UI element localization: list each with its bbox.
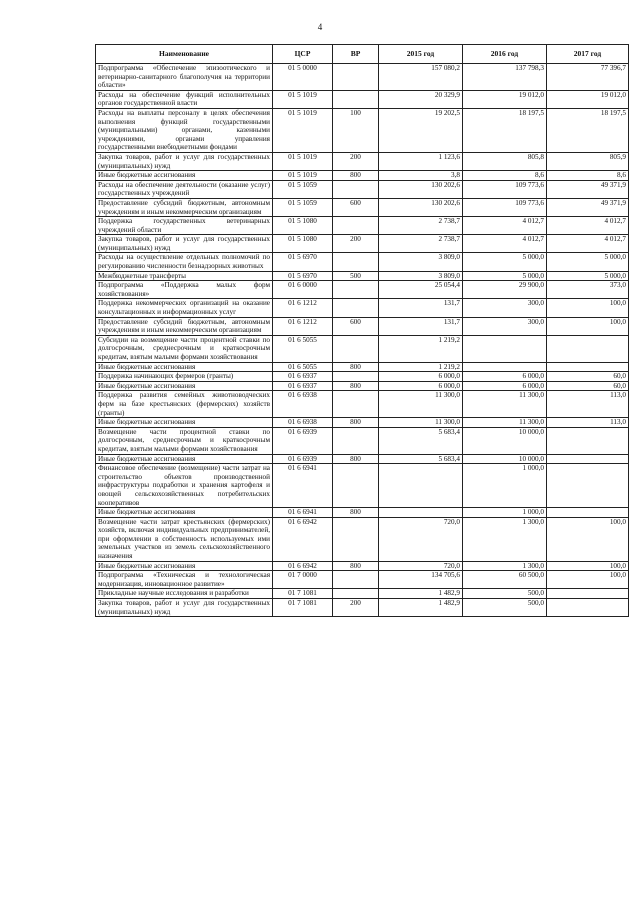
table-row <box>96 299 629 317</box>
row-2015-cell: 131,7 <box>379 317 463 335</box>
row-2016-cell: 137 798,3 <box>463 64 547 91</box>
row-2016-cell <box>463 335 547 362</box>
row-2017-cell: 60,0 <box>547 372 629 382</box>
row-2016-cell: 10 000,0 <box>463 454 547 464</box>
row-2016-cell: 109 773,6 <box>463 180 547 198</box>
row-csr-cell: 01 6 5055 <box>273 335 333 362</box>
row-vr-cell: 200 <box>333 599 379 617</box>
row-2015-cell: 20 329,9 <box>379 90 463 108</box>
row-2017-cell: 805,9 <box>547 152 629 170</box>
table-row <box>96 418 629 428</box>
table-row <box>96 454 629 464</box>
row-name-cell: Расходы на обеспечение функций исполнительных органов государственной власти <box>96 90 273 108</box>
row-2015-cell: 1 219,2 <box>379 362 463 372</box>
row-vr-cell: 800 <box>333 418 379 428</box>
row-2015-cell: 11 300,0 <box>379 418 463 428</box>
row-2016-cell: 805,8 <box>463 152 547 170</box>
row-vr-cell <box>333 281 379 299</box>
row-name-cell: Иные бюджетные ассигнования <box>96 508 273 518</box>
row-vr-cell: 600 <box>333 317 379 335</box>
row-vr-cell: 500 <box>333 271 379 281</box>
row-2015-cell <box>379 508 463 518</box>
row-2015-cell: 1 219,2 <box>379 335 463 362</box>
row-2017-cell: 8,6 <box>547 171 629 181</box>
row-vr-cell <box>333 253 379 271</box>
row-csr-cell: 01 5 1059 <box>273 198 333 216</box>
row-2017-cell: 100,0 <box>547 561 629 571</box>
row-2015-cell: 5 683,4 <box>379 454 463 464</box>
row-2017-cell: 100,0 <box>547 299 629 317</box>
row-name-cell: Возмещение части затрат крестьянских (фермерских) хозяйств, включая индивидуальных предпринимателей, при оформлении в собственность используемых ими земельных участков из земель сельскохозяйственного назначения <box>96 517 273 561</box>
row-csr-cell: 01 6 6942 <box>273 517 333 561</box>
row-name-cell: Подпрограмма «Техническая и технологическая модернизация, инновационное развитие» <box>96 571 273 589</box>
row-vr-cell <box>333 464 379 508</box>
table-row <box>96 317 629 335</box>
table-row <box>96 464 629 508</box>
row-csr-cell: 01 6 5055 <box>273 362 333 372</box>
row-2016-cell: 19 012,0 <box>463 90 547 108</box>
row-csr-cell: 01 6 6938 <box>273 418 333 428</box>
row-2016-cell <box>463 362 547 372</box>
table-row <box>96 427 629 454</box>
row-2016-cell: 6 000,0 <box>463 381 547 391</box>
row-vr-cell: 200 <box>333 152 379 170</box>
row-csr-cell: 01 6 1212 <box>273 317 333 335</box>
row-name-cell: Расходы на выплаты персоналу в целях обеспечения выполнения функций государственными (муниципальными) органами, казенными учреждениями, органами управления государственными внебюджетными фондами <box>96 108 273 152</box>
row-vr-cell <box>333 391 379 418</box>
row-2015-cell: 6 000,0 <box>379 381 463 391</box>
row-vr-cell: 600 <box>333 198 379 216</box>
row-vr-cell: 200 <box>333 235 379 253</box>
row-name-cell: Иные бюджетные ассигнования <box>96 418 273 428</box>
table-row <box>96 517 629 561</box>
row-2016-cell: 300,0 <box>463 317 547 335</box>
table-row <box>96 253 629 271</box>
table-row <box>96 508 629 518</box>
column-header-2017: 2017 год <box>547 45 629 64</box>
row-vr-cell <box>333 64 379 91</box>
row-name-cell: Подпрограмма «Поддержка малых форм хозяйствования» <box>96 281 273 299</box>
row-csr-cell: 01 6 6941 <box>273 508 333 518</box>
row-vr-cell: 800 <box>333 362 379 372</box>
row-name-cell: Поддержка начинающих фермеров (гранты) <box>96 372 273 382</box>
row-name-cell: Предоставление субсидий бюджетным, автономным учреждениям и иным некоммерческим организациям <box>96 198 273 216</box>
row-csr-cell: 01 6 1212 <box>273 299 333 317</box>
row-vr-cell: 100 <box>333 108 379 152</box>
row-2017-cell: 49 371,9 <box>547 198 629 216</box>
table-row <box>96 180 629 198</box>
row-2017-cell <box>547 508 629 518</box>
row-2015-cell: 2 738,7 <box>379 235 463 253</box>
row-2016-cell: 18 197,5 <box>463 108 547 152</box>
row-name-cell: Расходы на осуществление отдельных полномочий по регулированию численности безнадзорных животных <box>96 253 273 271</box>
row-2017-cell <box>547 427 629 454</box>
row-csr-cell: 01 5 0000 <box>273 64 333 91</box>
row-2016-cell: 1 000,0 <box>463 508 547 518</box>
row-name-cell: Подпрограмма «Обеспечение эпизоотического и ветеринарно-санитарного благополучия на территории области» <box>96 64 273 91</box>
row-name-cell: Закупка товаров, работ и услуг для государственных (муниципальных) нужд <box>96 599 273 617</box>
row-2015-cell: 720,0 <box>379 561 463 571</box>
row-csr-cell: 01 7 0000 <box>273 571 333 589</box>
row-csr-cell: 01 5 1080 <box>273 217 333 235</box>
row-2017-cell: 373,0 <box>547 281 629 299</box>
row-2017-cell: 100,0 <box>547 517 629 561</box>
row-2015-cell: 3 809,0 <box>379 253 463 271</box>
row-vr-cell: 800 <box>333 454 379 464</box>
row-name-cell: Прикладные научные исследования и разработки <box>96 589 273 599</box>
row-2017-cell <box>547 599 629 617</box>
table-row <box>96 589 629 599</box>
table-row <box>96 391 629 418</box>
table-row <box>96 64 629 91</box>
row-csr-cell: 01 5 1059 <box>273 180 333 198</box>
row-2015-cell: 157 080,2 <box>379 64 463 91</box>
row-name-cell: Межбюджетные трансферты <box>96 271 273 281</box>
row-vr-cell <box>333 372 379 382</box>
row-2015-cell: 25 054,4 <box>379 281 463 299</box>
row-vr-cell <box>333 571 379 589</box>
row-2017-cell: 100,0 <box>547 571 629 589</box>
row-2017-cell: 77 396,7 <box>547 64 629 91</box>
row-2017-cell: 60,0 <box>547 381 629 391</box>
row-name-cell: Закупка товаров, работ и услуг для государственных (муниципальных) нужд <box>96 235 273 253</box>
row-csr-cell: 01 6 6937 <box>273 372 333 382</box>
table-row <box>96 281 629 299</box>
table-row <box>96 171 629 181</box>
row-2016-cell: 1 300,0 <box>463 561 547 571</box>
row-csr-cell: 01 6 6942 <box>273 561 333 571</box>
row-csr-cell: 01 6 6939 <box>273 427 333 454</box>
table-body <box>96 64 629 617</box>
row-2016-cell: 5 000,0 <box>463 271 547 281</box>
row-2017-cell: 4 012,7 <box>547 217 629 235</box>
row-2016-cell: 109 773,6 <box>463 198 547 216</box>
row-2015-cell: 1 482,9 <box>379 589 463 599</box>
row-2017-cell: 5 000,0 <box>547 271 629 281</box>
row-vr-cell <box>333 90 379 108</box>
row-2016-cell: 500,0 <box>463 599 547 617</box>
row-vr-cell: 800 <box>333 171 379 181</box>
column-header-vr: ВР <box>333 45 379 64</box>
table-row <box>96 217 629 235</box>
row-csr-cell: 01 5 1019 <box>273 90 333 108</box>
row-2015-cell: 2 738,7 <box>379 217 463 235</box>
table-row <box>96 152 629 170</box>
row-2017-cell: 19 012,0 <box>547 90 629 108</box>
row-2016-cell: 11 300,0 <box>463 418 547 428</box>
row-2016-cell: 8,6 <box>463 171 547 181</box>
row-name-cell: Поддержка некоммерческих организаций на оказание консультационных и информационных услуг <box>96 299 273 317</box>
row-2015-cell: 720,0 <box>379 517 463 561</box>
column-header-csr: ЦСР <box>273 45 333 64</box>
row-name-cell: Иные бюджетные ассигнования <box>96 362 273 372</box>
row-2016-cell: 60 500,0 <box>463 571 547 589</box>
row-2017-cell: 49 371,9 <box>547 180 629 198</box>
row-name-cell: Возмещение части процентной ставки по долгосрочным, среднесрочным и краткосрочным кредитам, взятым малыми формами хозяйствования <box>96 427 273 454</box>
row-2016-cell: 4 012,7 <box>463 235 547 253</box>
row-2015-cell: 130 202,6 <box>379 180 463 198</box>
row-csr-cell: 01 5 1080 <box>273 235 333 253</box>
row-2015-cell: 6 000,0 <box>379 372 463 382</box>
row-2016-cell: 6 000,0 <box>463 372 547 382</box>
row-2017-cell: 113,0 <box>547 418 629 428</box>
row-name-cell: Поддержка государственных ветеринарных учреждений области <box>96 217 273 235</box>
row-name-cell: Иные бюджетные ассигнования <box>96 561 273 571</box>
row-2016-cell: 1 300,0 <box>463 517 547 561</box>
table-row <box>96 108 629 152</box>
row-csr-cell: 01 5 6970 <box>273 271 333 281</box>
row-name-cell: Иные бюджетные ассигнования <box>96 454 273 464</box>
row-vr-cell <box>333 517 379 561</box>
column-header-2015: 2015 год <box>379 45 463 64</box>
budget-table <box>95 44 629 617</box>
row-csr-cell: 01 5 1019 <box>273 152 333 170</box>
row-vr-cell <box>333 217 379 235</box>
row-vr-cell <box>333 180 379 198</box>
table-row <box>96 198 629 216</box>
row-2017-cell <box>547 464 629 508</box>
row-name-cell: Предоставление субсидий бюджетным, автономным учреждениям и иным некоммерческим организациям <box>96 317 273 335</box>
row-name-cell: Иные бюджетные ассигнования <box>96 381 273 391</box>
row-2017-cell: 4 012,7 <box>547 235 629 253</box>
row-2015-cell: 131,7 <box>379 299 463 317</box>
row-name-cell: Финансовое обеспечение (возмещение) части затрат на строительство объектов производственной инфраструктуры подработки и хранения картофеля и овощей сельскохозяйственных потребительских кооперативов <box>96 464 273 508</box>
row-2016-cell: 11 300,0 <box>463 391 547 418</box>
row-2017-cell <box>547 335 629 362</box>
row-name-cell: Поддержка развития семейных животноводческих ферм на базе крестьянских (фермерских) хозяйств (гранты) <box>96 391 273 418</box>
row-csr-cell: 01 6 0000 <box>273 281 333 299</box>
row-name-cell: Иные бюджетные ассигнования <box>96 171 273 181</box>
table-row <box>96 235 629 253</box>
row-vr-cell: 800 <box>333 561 379 571</box>
row-2015-cell: 5 683,4 <box>379 427 463 454</box>
row-2016-cell: 5 000,0 <box>463 253 547 271</box>
row-2017-cell: 5 000,0 <box>547 253 629 271</box>
row-2017-cell <box>547 454 629 464</box>
table-row <box>96 335 629 362</box>
table-row <box>96 381 629 391</box>
row-2017-cell: 113,0 <box>547 391 629 418</box>
row-vr-cell: 800 <box>333 508 379 518</box>
row-vr-cell <box>333 427 379 454</box>
row-name-cell: Субсидии на возмещение части процентной ставки по долгосрочным, среднесрочным и краткосрочным кредитам, взятым малыми формами хозяйствования <box>96 335 273 362</box>
row-csr-cell: 01 6 6937 <box>273 381 333 391</box>
table-row <box>96 271 629 281</box>
row-2015-cell <box>379 464 463 508</box>
row-name-cell: Расходы на обеспечение деятельности (оказание услуг) государственных учреждений <box>96 180 273 198</box>
row-2016-cell: 500,0 <box>463 589 547 599</box>
table-row <box>96 571 629 589</box>
row-csr-cell: 01 5 6970 <box>273 253 333 271</box>
table-row <box>96 561 629 571</box>
row-csr-cell: 01 7 1081 <box>273 589 333 599</box>
row-csr-cell: 01 6 6939 <box>273 454 333 464</box>
row-vr-cell <box>333 589 379 599</box>
row-2015-cell: 3 809,0 <box>379 271 463 281</box>
row-2015-cell: 19 202,5 <box>379 108 463 152</box>
row-2017-cell <box>547 362 629 372</box>
row-vr-cell: 800 <box>333 381 379 391</box>
column-header-2016: 2016 год <box>463 45 547 64</box>
row-2016-cell: 29 900,0 <box>463 281 547 299</box>
column-header-name: Наименование <box>96 45 273 64</box>
row-2015-cell: 130 202,6 <box>379 198 463 216</box>
row-2017-cell <box>547 589 629 599</box>
row-name-cell: Закупка товаров, работ и услуг для государственных (муниципальных) нужд <box>96 152 273 170</box>
table-row <box>96 599 629 617</box>
row-2016-cell: 300,0 <box>463 299 547 317</box>
row-2016-cell: 10 000,0 <box>463 427 547 454</box>
row-csr-cell: 01 5 1019 <box>273 108 333 152</box>
row-csr-cell: 01 7 1081 <box>273 599 333 617</box>
table-row <box>96 362 629 372</box>
row-csr-cell: 01 5 1019 <box>273 171 333 181</box>
row-2016-cell: 1 000,0 <box>463 464 547 508</box>
row-csr-cell: 01 6 6938 <box>273 391 333 418</box>
row-2016-cell: 4 012,7 <box>463 217 547 235</box>
row-csr-cell: 01 6 6941 <box>273 464 333 508</box>
table-row <box>96 372 629 382</box>
row-2015-cell: 134 705,6 <box>379 571 463 589</box>
page-number: 4 <box>317 22 323 32</box>
row-vr-cell <box>333 299 379 317</box>
table-header-row <box>96 45 629 64</box>
table-row <box>96 90 629 108</box>
row-2015-cell: 1 123,6 <box>379 152 463 170</box>
row-vr-cell <box>333 335 379 362</box>
row-2017-cell: 100,0 <box>547 317 629 335</box>
row-2015-cell: 1 482,9 <box>379 599 463 617</box>
row-2015-cell: 3,8 <box>379 171 463 181</box>
row-2017-cell: 18 197,5 <box>547 108 629 152</box>
row-2015-cell: 11 300,0 <box>379 391 463 418</box>
